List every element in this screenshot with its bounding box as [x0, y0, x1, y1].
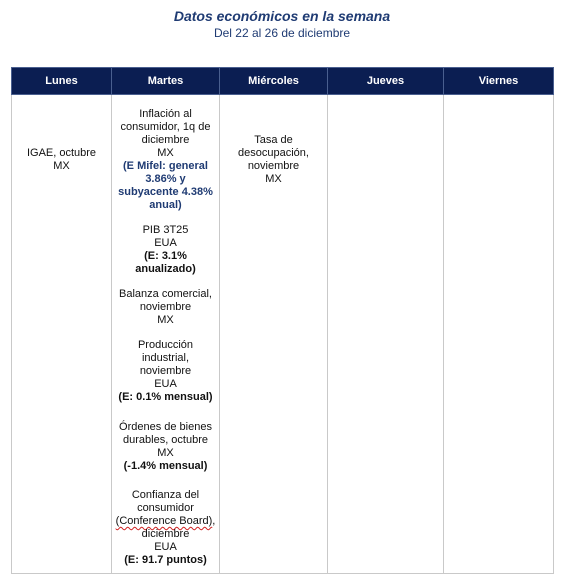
weekly-calendar-table: [11, 67, 554, 574]
event-line: MX: [265, 173, 282, 185]
event-produccion: [114, 339, 218, 404]
event-line: durables, octubre: [123, 434, 208, 446]
event-line: MX: [157, 447, 174, 459]
event-pib: [114, 224, 218, 276]
cell-viernes: [444, 95, 554, 574]
event-line: diciembre: [141, 528, 190, 540]
event-estimate: subyacente 4.38%: [118, 186, 213, 198]
cell-martes: [112, 95, 220, 574]
event-estimate: (E Mifel: general: [123, 160, 208, 172]
column-header-miercoles: Miércoles: [220, 68, 328, 95]
event-estimate: (E: 0.1% mensual): [118, 391, 213, 403]
event-line: EUA: [154, 237, 177, 249]
event-estimate: (E: 91.7 puntos): [124, 554, 207, 566]
page-title: Datos económicos en la semana: [173, 8, 391, 24]
header-row: [12, 68, 554, 95]
event-line: diciembre: [141, 134, 190, 146]
event-line: EUA: [154, 378, 177, 390]
event-estimate: (E: 3.1%: [144, 250, 187, 262]
event-line: EUA: [154, 541, 177, 553]
event-ordenes: [114, 421, 218, 473]
event-line: MX: [157, 147, 174, 159]
cell-jueves: [328, 95, 444, 574]
page-subtitle: Del 22 al 26 de diciembre: [213, 26, 351, 40]
event-line: [114, 515, 218, 528]
event-line: Tasa de: [254, 134, 293, 146]
event-line: IGAE, octubre: [26, 147, 97, 159]
event-estimate: anualizado): [135, 263, 196, 275]
event-line: noviembre: [139, 365, 192, 377]
event-line: consumidor: [137, 502, 194, 514]
event-line: desocupación,: [238, 147, 309, 159]
event-desocupacion: [224, 134, 324, 186]
events-row: [12, 95, 554, 574]
column-header-martes: Martes: [112, 68, 220, 95]
event-line: Confianza del: [131, 489, 200, 501]
column-header-lunes: Lunes: [12, 68, 112, 95]
event-line: Órdenes de bienes: [119, 421, 212, 433]
event-line: Inflación al: [139, 108, 192, 120]
comma-text: ,: [212, 515, 216, 527]
event-line: noviembre: [139, 301, 192, 313]
event-line: industrial,: [141, 352, 190, 364]
event-line: Producción: [137, 339, 194, 351]
event-estimate: anual): [149, 199, 182, 211]
column-header-jueves: Jueves: [328, 68, 444, 95]
event-line: PIB 3T25: [142, 224, 189, 236]
event-line: Balanza comercial,: [119, 288, 212, 300]
event-line: noviembre: [247, 160, 300, 172]
cell-miercoles: [220, 95, 328, 574]
event-confianza: [114, 489, 218, 567]
event-estimate: 3.86% y: [145, 173, 186, 185]
conference-board-text: (Conference Board): [115, 515, 213, 527]
event-line: MX: [53, 160, 70, 172]
event-balanza: [114, 288, 218, 327]
event-line: consumidor, 1q de: [120, 121, 211, 133]
event-estimate: (-1.4% mensual): [123, 460, 208, 472]
event-line: MX: [157, 314, 174, 326]
cell-lunes: [12, 95, 112, 574]
event-igae: [16, 147, 108, 173]
column-header-viernes: Viernes: [444, 68, 554, 95]
event-inflacion: [114, 108, 218, 212]
